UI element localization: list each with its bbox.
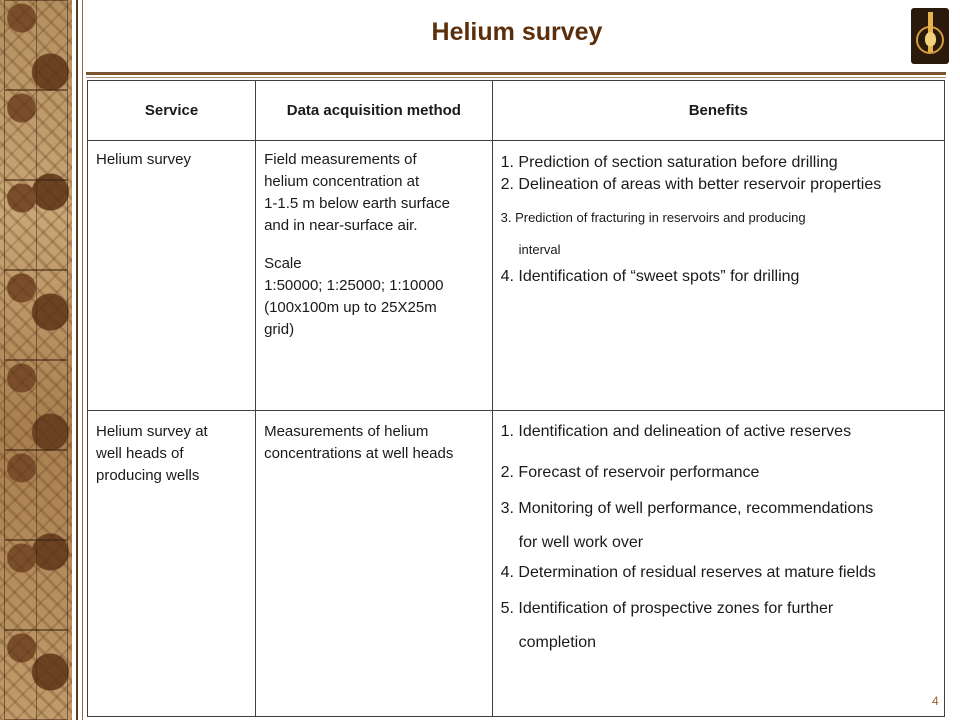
service-cell xyxy=(88,411,256,717)
border-tile xyxy=(4,540,68,630)
header-benefits: Benefits xyxy=(492,81,944,141)
benefit-item xyxy=(501,202,936,266)
benefit-item xyxy=(501,492,936,560)
benefit-line: 5. Identification of prospective zones for further xyxy=(500,600,834,617)
benefit-line: 3. Monitoring of well performance, recommendations xyxy=(500,500,874,517)
method-line: Field measurements of xyxy=(264,151,417,168)
decorative-left-border xyxy=(0,0,72,720)
benefit-line-continued: for well work over xyxy=(518,534,644,551)
border-tile xyxy=(4,360,68,450)
border-tile xyxy=(4,180,68,270)
service-name: Helium survey xyxy=(96,151,192,168)
border-tile xyxy=(4,450,68,540)
scale-line: (100x100m up to 25X25m xyxy=(264,299,437,316)
page-number: 4 xyxy=(932,694,939,708)
border-tile xyxy=(4,90,68,180)
service-line: producing wells xyxy=(96,467,200,484)
benefit-line: 3. Prediction of fracturing in reservoirs and producing xyxy=(500,210,806,225)
scale-line: 1:50000; 1:25000; 1:10000 xyxy=(264,277,444,294)
benefit-item: 2. Forecast of reservoir performance xyxy=(500,464,760,481)
title-underline xyxy=(86,72,946,75)
benefit-item: 4. Identification of “sweet spots” for drilling xyxy=(500,268,800,285)
benefit-item: 4. Determination of residual reserves at mature fields xyxy=(500,564,876,581)
service-cell xyxy=(88,141,256,411)
benefit-line-continued: completion xyxy=(518,634,596,651)
oil-derrick-logo-icon xyxy=(911,8,949,64)
service-line: Helium survey at xyxy=(96,423,208,440)
header-data-acquisition-method: Data acquisition method xyxy=(256,81,493,141)
method-line: concentrations at well heads xyxy=(264,445,454,462)
benefit-item: 1. Prediction of section saturation before drilling xyxy=(500,154,838,171)
benefit-item: 2. Delineation of areas with better reservoir properties xyxy=(500,176,882,193)
benefits-list xyxy=(501,152,936,288)
vertical-rule xyxy=(82,0,83,720)
method-cell xyxy=(256,141,493,411)
method-line: and in near-surface air. xyxy=(264,217,418,234)
table-header-row xyxy=(88,81,945,141)
border-tile xyxy=(4,270,68,360)
service-line: well heads of xyxy=(96,445,184,462)
benefits-cell xyxy=(492,141,944,411)
helium-survey-table xyxy=(87,80,945,717)
method-line: Measurements of helium xyxy=(264,423,429,440)
benefit-item xyxy=(501,592,936,660)
scale-line: grid) xyxy=(264,321,295,338)
scale-line: Scale xyxy=(264,255,302,272)
method-line: helium concentration at xyxy=(264,173,420,190)
header-service: Service xyxy=(88,81,256,141)
benefit-item: 1. Identification and delineation of active reserves xyxy=(500,423,852,440)
benefits-list xyxy=(501,421,936,660)
vertical-rule xyxy=(76,0,78,720)
table-row xyxy=(88,411,945,717)
method-cell xyxy=(256,411,493,717)
title-underline-thin xyxy=(86,77,946,78)
table-row xyxy=(88,141,945,411)
benefit-line-continued: interval xyxy=(518,242,561,257)
slide-title: Helium survey xyxy=(431,18,603,46)
border-tile xyxy=(4,630,68,720)
method-line: 1-1.5 m below earth surface xyxy=(264,195,451,212)
benefits-cell xyxy=(492,411,944,717)
